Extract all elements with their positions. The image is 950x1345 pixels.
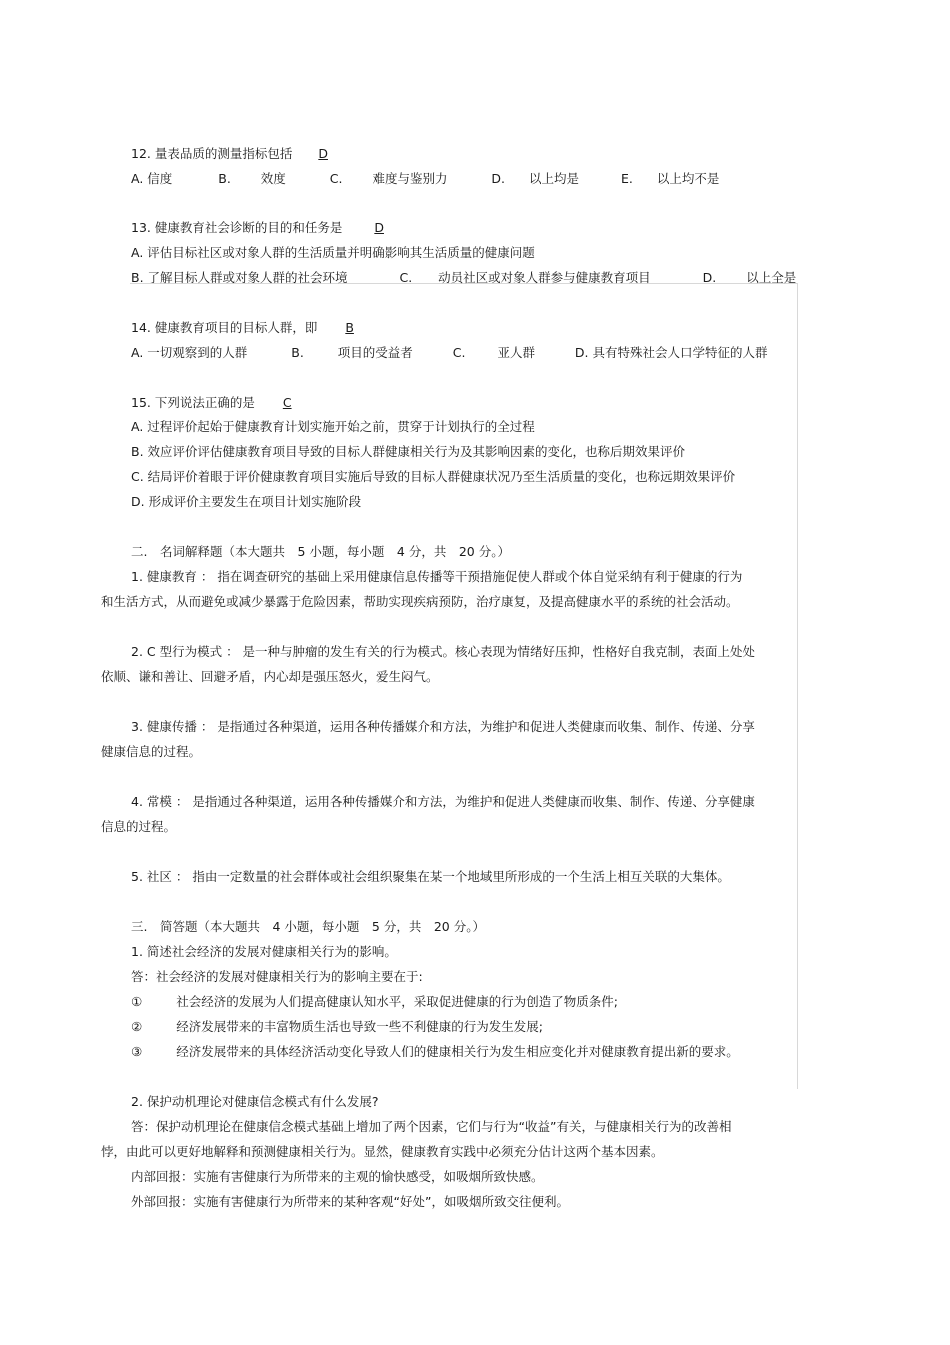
short-answer-2-line-1: 答：保护动机理论在健康信念模式基础上增加了两个因素，它们与行为“收益”有关，与健康相关行为的改善相 xyxy=(131,1119,732,1134)
question-13-options-bcd xyxy=(131,269,796,287)
option-b: B. 了解目标人群或对象人群的社会环境 xyxy=(131,270,348,285)
item-marker: ② xyxy=(131,1019,143,1034)
short-answer-2-question: 2. 保护动机理论对健康信念模式有什么发展? xyxy=(131,1094,379,1109)
option-c: 难度与鉴别力 xyxy=(372,171,448,186)
answer-item-3 xyxy=(131,1043,739,1061)
short-answer-2-line-4: 外部回报：实施有害健康行为所带来的某种客观“好处”，如吸烟所致交往便利。 xyxy=(131,1194,569,1209)
option-b-key: B. xyxy=(218,171,231,186)
term-4-line-2: 信息的过程。 xyxy=(101,819,177,834)
option-c-key: C. xyxy=(452,345,466,360)
option-c: 亚人群 xyxy=(497,345,535,360)
question-stem-text: 14. 健康教育项目的目标人群，即 xyxy=(131,320,318,335)
answer-blank: D xyxy=(374,220,384,235)
option-b: 效度 xyxy=(260,171,286,186)
option-a: A. 信度 xyxy=(131,171,173,186)
item-marker: ③ xyxy=(131,1044,143,1059)
term-1-line-2: 和生活方式，从而避免或减少暴露于危险因素，帮助实现疾病预防，治疗康复，及提高健康水平的系统的社会活动。 xyxy=(101,594,739,609)
question-stem-text: 13. 健康教育社会诊断的目的和任务是 xyxy=(131,220,343,235)
option-d: 以上全是 xyxy=(746,270,797,285)
short-answer-2-line-2: 悖，由此可以更好地解释和预测健康相关行为。显然，健康教育实践中必须充分估计这两个基本因素。 xyxy=(101,1144,664,1159)
answer-blank: B xyxy=(345,320,354,335)
answer-item-1 xyxy=(131,993,618,1011)
option-c-key: C. xyxy=(399,270,413,285)
answer-item-2 xyxy=(131,1018,543,1036)
option-b: 项目的受益者 xyxy=(337,345,413,360)
question-12-options xyxy=(131,170,719,188)
item-text: 经济发展带来的丰富物质生活也导致一些不利健康的行为发生发展; xyxy=(176,1019,543,1034)
short-answer-1-question: 1. 简述社会经济的发展对健康相关行为的影响。 xyxy=(131,944,397,959)
question-13-stem xyxy=(131,219,388,237)
term-2-line-1: 2. C 型行为模式 ： 是一种与肿瘤的发生有关的行为模式。核心表现为情绪好压抑，性格好自我克制，表面上处处 xyxy=(131,644,756,659)
question-14-options xyxy=(131,344,768,362)
option-c-key: C. xyxy=(329,171,343,186)
question-12-stem xyxy=(131,145,332,163)
scan-frame-right xyxy=(797,283,798,1089)
term-3-line-2: 健康信息的过程。 xyxy=(101,744,202,759)
option-d: D. 具有特殊社会人口学特征的人群 xyxy=(574,345,768,360)
option-d-key: D. xyxy=(491,171,506,186)
section-2-heading: 二. 名词解释题（本大题共 5 小题，每小题 4 分，共 20 分。） xyxy=(131,544,510,559)
question-15-stem xyxy=(131,394,296,412)
section-3-heading: 三. 简答题（本大题共 4 小题，每小题 5 分，共 20 分。） xyxy=(131,919,485,934)
item-marker: ① xyxy=(131,994,143,1009)
short-answer-2-line-3: 内部回报：实施有害健康行为所带来的主观的愉快感受，如吸烟所致快感。 xyxy=(131,1169,544,1184)
option-d: 以上均是 xyxy=(529,171,580,186)
term-4-line-1: 4. 常模 ： 是指通过各种渠道，运用各种传播媒介和方法，为维护和促进人类健康而收集、制作、传递、分享健康 xyxy=(131,794,755,809)
question-stem-text: 12. 量表品质的测量指标包括 xyxy=(131,146,293,161)
term-2-line-2: 依顺、谦和善让、回避矛盾，内心却是强压怒火，爱生闷气。 xyxy=(101,669,439,684)
item-text: 社会经济的发展为人们提高健康认知水平，采取促进健康的行为创造了物质条件; xyxy=(176,994,618,1009)
item-text: 经济发展带来的具体经济活动变化导致人们的健康相关行为发生相应变化并对健康教育提出新的要求。 xyxy=(176,1044,739,1059)
short-answer-1-intro: 答：社会经济的发展对健康相关行为的影响主要在于: xyxy=(131,969,423,984)
term-5-line-1: 5. 社区 ： 指由一定数量的社会群体或社会组织聚集在某一个地域里所形成的一个生活上相互关联的大集体。 xyxy=(131,869,730,884)
option-e-key: E. xyxy=(620,171,633,186)
term-3-line-1: 3. 健康传播 ： 是指通过各种渠道，运用各种传播媒介和方法，为维护和促进人类健康而收集、制作、传递、分享 xyxy=(131,719,755,734)
answer-blank: C xyxy=(282,395,292,410)
question-14-stem xyxy=(131,319,358,337)
option-a: A. 一切观察到的人群 xyxy=(131,345,248,360)
question-15-option-b: B. 效应评价评估健康教育项目导致的目标人群健康相关行为及其影响因素的变化，也称后期效果评价 xyxy=(131,444,686,459)
question-13-option-a: A. 评估目标社区或对象人群的生活质量并明确影响其生活质量的健康问题 xyxy=(131,245,535,260)
question-stem-text: 15. 下列说法正确的是 xyxy=(131,395,255,410)
question-15-option-a: A. 过程评价起始于健康教育计划实施开始之前，贯穿于计划执行的全过程 xyxy=(131,419,535,434)
question-15-option-d: D. 形成评价主要发生在项目计划实施阶段 xyxy=(131,494,362,509)
term-1-line-1: 1. 健康教育 ： 指在调查研究的基础上采用健康信息传播等干预措施促使人群或个体自觉采纳有利于健康的行为 xyxy=(131,569,743,584)
option-d-key: D. xyxy=(702,270,717,285)
option-b-key: B. xyxy=(291,345,304,360)
option-e: 以上均不是 xyxy=(656,171,720,186)
question-15-option-c: C. 结局评价着眼于评价健康教育项目实施后导致的目标人群健康状况乃至生活质量的变化，也称远期效果评价 xyxy=(131,469,736,484)
option-c: 动员社区或对象人群参与健康教育项目 xyxy=(438,270,651,285)
answer-blank: D xyxy=(318,146,328,161)
